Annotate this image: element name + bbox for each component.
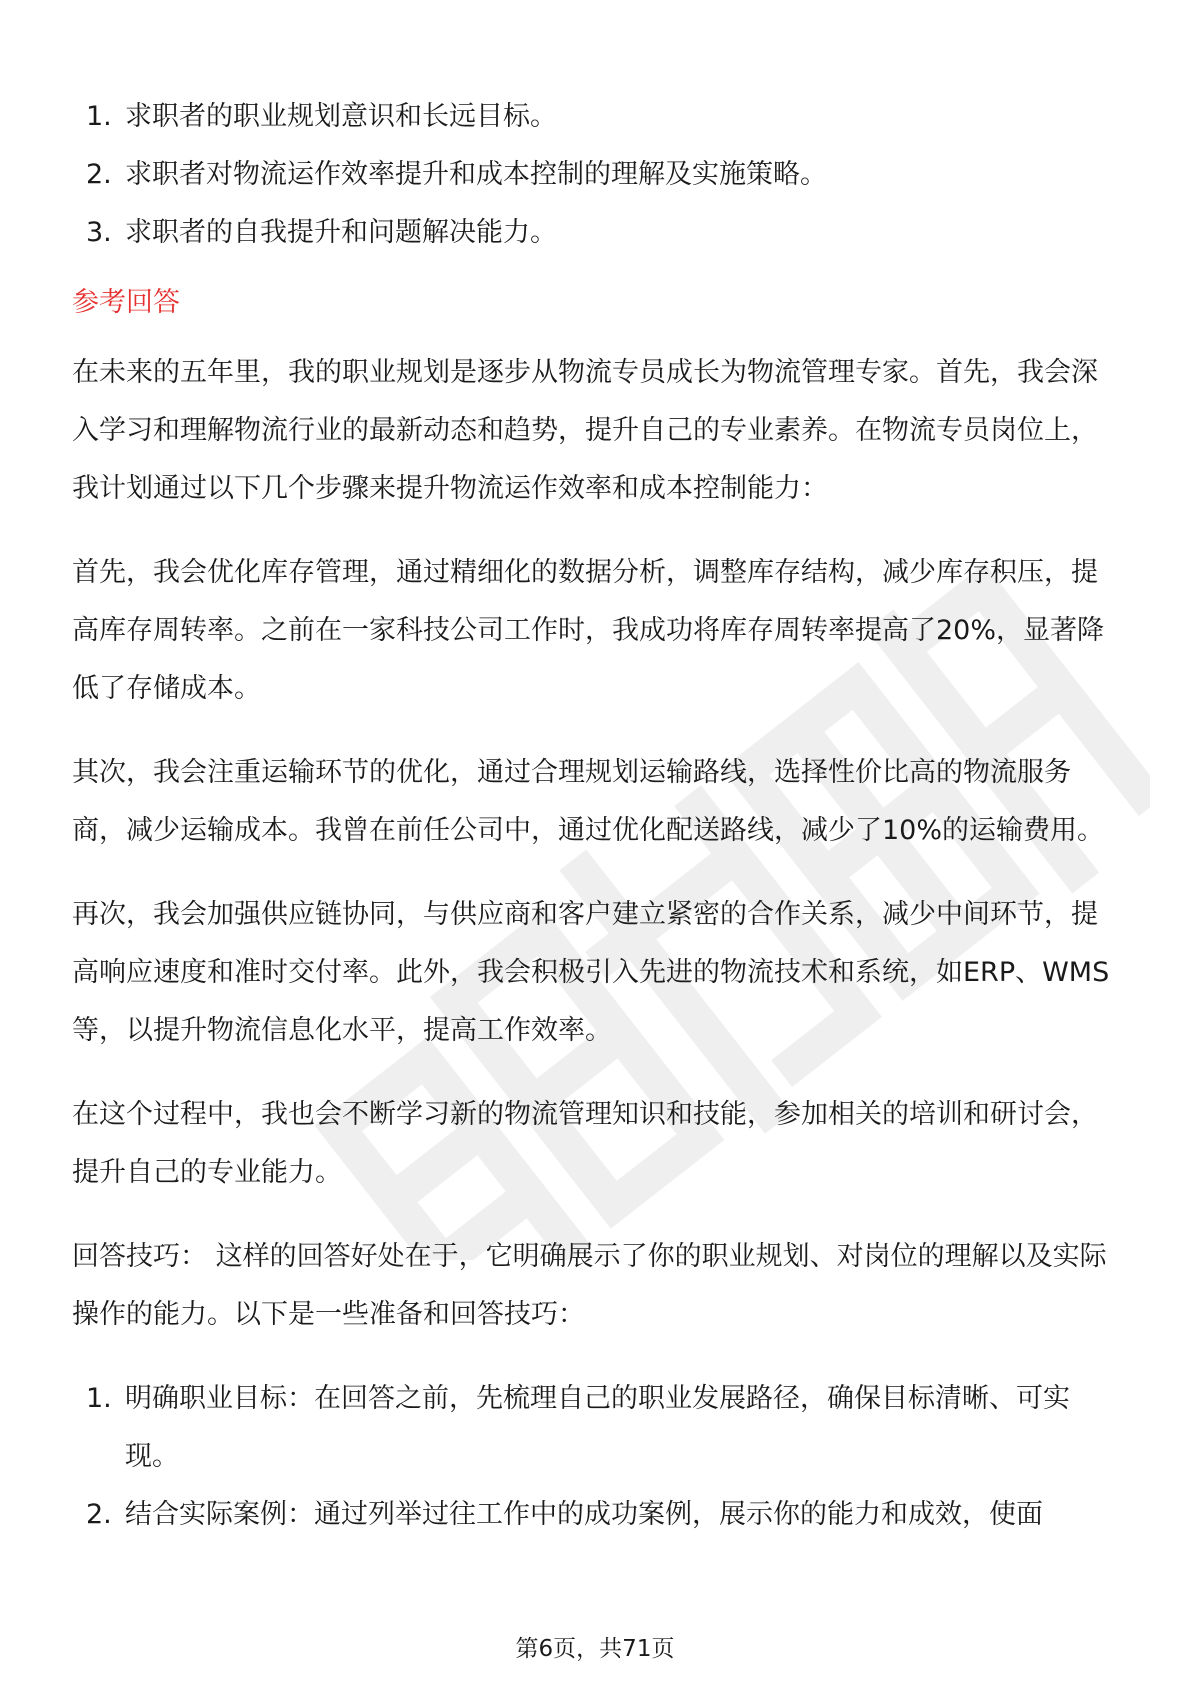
list-item (72, 146, 1120, 204)
list-item (72, 1370, 1120, 1486)
list-item-text: 明确职业目标：在回答之前，先梳理自己的职业发展路径，确保目标清晰、可实现。 (125, 1383, 1070, 1472)
list-item-text: 求职者的职业规划意识和长远目标。 (125, 101, 557, 132)
tips-list (72, 1370, 1120, 1544)
list-item-text: 结合实际案例：通过列举过往工作中的成功案例，展示你的能力和成效，使面 (125, 1499, 1043, 1530)
list-item-text: 求职者的自我提升和问题解决能力。 (125, 217, 557, 248)
section-heading: 参考回答 (72, 287, 180, 318)
document-content (72, 88, 1120, 1544)
paragraph: 在未来的五年里，我的职业规划是逐步从物流专员成长为物流管理专家。首先，我会深入学习和理解物流行业的最新动态和趋势，提升自己的专业素养。在物流专员岗位上，我计划通过以下几个步骤来提升物流运作效率和成本控制能力： (72, 357, 1098, 504)
list-number: 3. (86, 217, 112, 248)
list-item (72, 88, 1120, 146)
list-number: 2. (86, 1499, 112, 1530)
list-number: 2. (86, 159, 112, 190)
paragraph: 其次，我会注重运输环节的优化，通过合理规划运输路线，选择性价比高的物流服务商，减少运输成本。我曾在前任公司中，通过优化配送路线，减少了10%的运输费用。 (72, 757, 1105, 846)
paragraph: 在这个过程中，我也会不断学习新的物流管理知识和技能，参加相关的培训和研讨会，提升自己的专业能力。 (72, 1099, 1098, 1188)
list-number: 1. (86, 101, 112, 132)
paragraph: 再次，我会加强供应链协同，与供应商和客户建立紧密的合作关系，减少中间环节，提高响应速度和准时交付率。此外，我会积极引入先进的物流技术和系统，如ERP、WMS等，以提升物流信息化水平，提高工作效率。 (72, 899, 1110, 1046)
list-item-text: 求职者对物流运作效率提升和成本控制的理解及实施策略。 (125, 159, 827, 190)
page-footer: 第6页，共71页 (515, 1636, 675, 1662)
list-number: 1. (86, 1383, 112, 1414)
list-item (72, 204, 1120, 262)
intro-list (72, 88, 1120, 262)
list-item (72, 1486, 1120, 1544)
paragraph: 回答技巧： 这样的回答好处在于，它明确展示了你的职业规划、对岗位的理解以及实际操作的能力。以下是一些准备和回答技巧： (72, 1241, 1107, 1330)
paragraph: 首先，我会优化库存管理，通过精细化的数据分析，调整库存结构，减少库存积压，提高库存周转率。之前在一家科技公司工作时，我成功将库存周转率提高了20%，显著降低了存储成本。 (72, 557, 1105, 704)
